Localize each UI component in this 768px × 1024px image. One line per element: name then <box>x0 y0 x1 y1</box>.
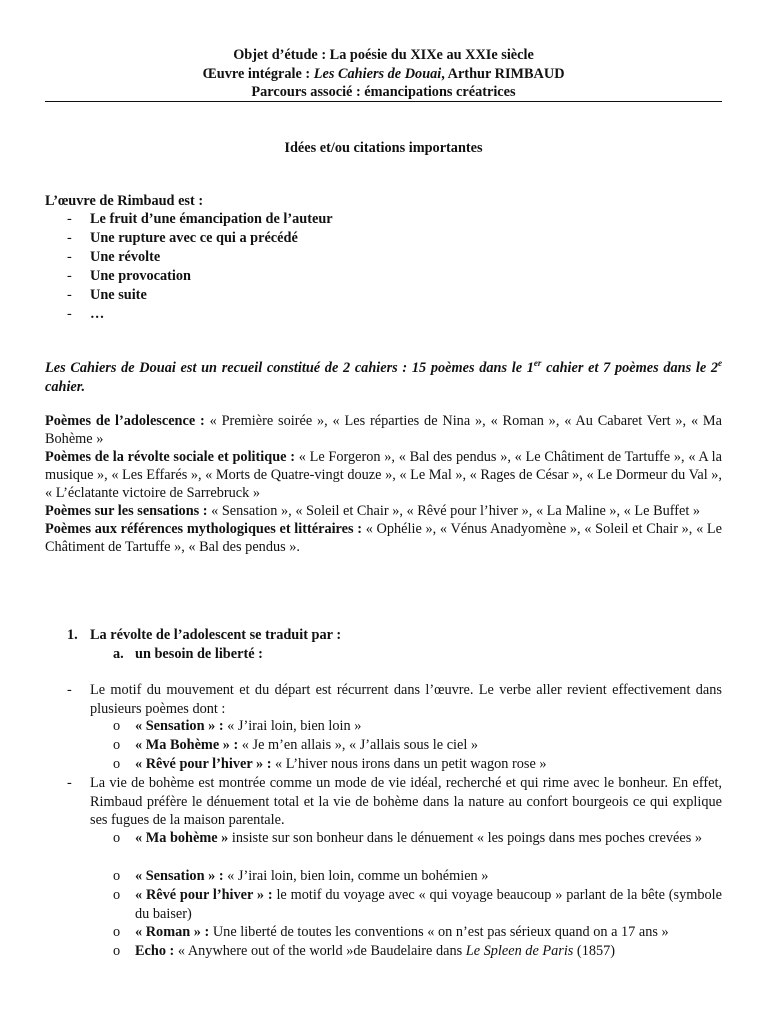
sub-item: « Ma Bohème » : « Je m’en allais », « J’allais sous le ciel » <box>135 737 479 753</box>
list-item: - Le fruit d’une émancipation de l’auteur <box>67 211 333 227</box>
category-adolescence: Poèmes de l’adolescence : « Première soirée », « Les réparties de Nina », « Roman », « Au Cabaret Vert », « Ma Bohème » <box>45 413 722 447</box>
point-dash: - <box>67 682 72 698</box>
category-revolte: Poèmes de la révolte sociale et politique : « Le Forgeron », « Bal des pendus », « Le Châtiment de Tartuffe », « A la musique », « Les Effarés », « Morts de Quatre-vingt douze », « Le Mal », « Rages de César », « Le Dormeur du Val », « L’éclatante victoire de Sarrebruck » <box>45 449 722 501</box>
subsection-letter: a. <box>113 646 124 662</box>
document-header <box>45 46 722 102</box>
poem-categories <box>45 412 722 556</box>
recueil-paragraph: Les Cahiers de Douai est un recueil constitué de 2 cahiers : 15 poèmes dans le 1er cahier et 7 poèmes dans le 2e cahier. <box>45 358 723 395</box>
sub-item: « Rêvé pour l’hiver » : le motif du voyage avec « qui voyage beaucoup » parlant de la bête (symbole du baiser) <box>135 887 722 922</box>
header-line-2: Œuvre intégrale : Les Cahiers de Douai, Arthur RIMBAUD <box>202 65 565 82</box>
sub-bullet: o <box>113 718 121 734</box>
section-number: 1. <box>67 627 78 643</box>
echo-item: Echo : « Anywhere out of the world »de Baudelaire dans Le Spleen de Paris (1857) <box>135 943 616 959</box>
sub-bullet: o <box>113 887 121 903</box>
sub-item: « Rêvé pour l’hiver » : « L’hiver nous irons dans un petit wagon rose » <box>135 756 547 772</box>
header-divider <box>45 101 722 102</box>
intro-heading: L’œuvre de Rimbaud est : <box>45 193 204 209</box>
section-title: La révolte de l’adolescent se traduit par : <box>90 627 342 643</box>
point-1-text: Le motif du mouvement et du départ est récurrent dans l’œuvre. Le verbe aller revient effectivement dans plusieurs poèmes dont : <box>90 682 722 717</box>
sub-bullet: o <box>113 830 121 846</box>
list-item: - … <box>67 306 105 322</box>
sub-item: « Sensation » : « J’irai loin, bien loin » <box>135 718 362 734</box>
category-sensations: Poèmes sur les sensations : « Sensation », « Soleil et Chair », « Rêvé pour l’hiver », « La Maline », « Le Buffet » <box>45 503 701 519</box>
list-item: - Une rupture avec ce qui a précédé <box>67 230 298 246</box>
header-line-3: Parcours associé : émancipations créatrices <box>251 84 516 100</box>
subtitle: Idées et/ou citations importantes <box>284 140 483 156</box>
sub-bullet: o <box>113 924 121 940</box>
list-item: - Une suite <box>67 287 147 303</box>
point-dash: - <box>67 775 72 791</box>
sub-item: « Roman » : Une liberté de toutes les conventions « on n’est pas sérieux quand on a 17 ans » <box>135 924 669 940</box>
list-item: - Une provocation <box>67 268 192 284</box>
sub-bullet: o <box>113 943 121 959</box>
sub-item: « Sensation » : « J’irai loin, bien loin, comme un bohémien » <box>135 868 489 884</box>
sub-item: « Ma bohème » insiste sur son bonheur dans le dénuement « les poings dans mes poches crevées » <box>135 830 703 846</box>
sub-bullet: o <box>113 756 121 772</box>
sub-bullet: o <box>113 868 121 884</box>
sub-bullet: o <box>113 737 121 753</box>
header-line-1: Objet d’étude : La poésie du XIXe au XXIe siècle <box>233 47 534 63</box>
point-2-text: La vie de bohème est montrée comme un mode de vie idéal, recherché et qui rime avec le bonheur. En effet, Rimbaud préfère le dénuement total et la vie de bohème dans la nature au confort bourgeois ce qui explique ses fugues de la maison parentale. <box>90 775 722 828</box>
subsection-title: un besoin de liberté : <box>135 646 263 662</box>
category-mythologie: Poèmes aux références mythologiques et littéraires : « Ophélie », « Vénus Anadyomène », « Soleil et Chair », « Le Châtiment de Tartuffe », « Bal des pendus ». <box>45 521 722 555</box>
work-title: Les Cahiers de Douai <box>313 65 442 82</box>
list-item: - Une révolte <box>67 249 161 265</box>
intro-list <box>45 210 722 324</box>
